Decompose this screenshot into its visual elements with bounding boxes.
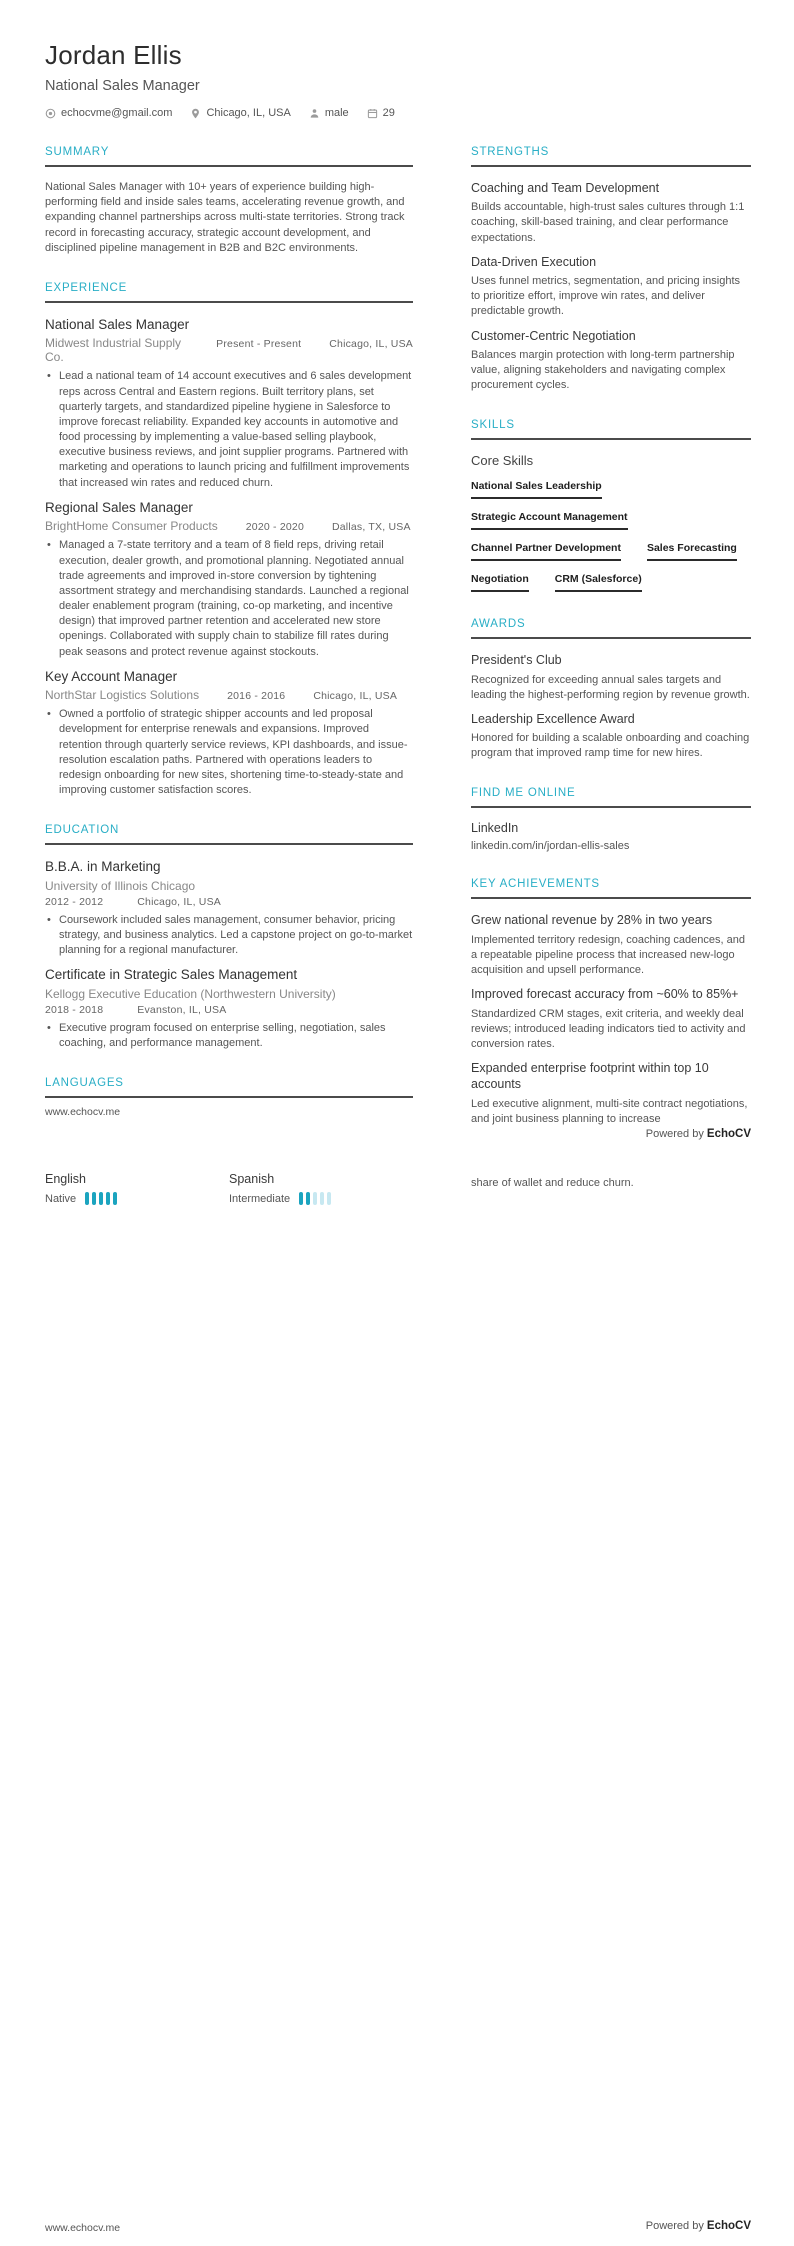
section-heading	[45, 824, 413, 845]
calendar-icon	[367, 108, 378, 119]
achievement-text: Led executive alignment, multi-site contract negotiations, and joint business planning to increase	[471, 1097, 748, 1125]
left-column	[45, 146, 413, 1124]
award-item	[471, 652, 751, 703]
education-entry	[45, 858, 413, 958]
experience-heading: EXPERIENCE	[45, 281, 128, 294]
powered-by-prefix: Powered by	[645, 1128, 707, 1140]
gender-text: male	[324, 107, 349, 119]
section-heading	[45, 1077, 413, 1098]
job-meta	[45, 519, 413, 533]
job-bullets	[45, 369, 413, 490]
email-icon	[45, 108, 56, 119]
language-proficiency-bars	[85, 1192, 117, 1205]
degree-title: B.B.A. in Marketing	[45, 859, 161, 875]
job-title: Key Account Manager	[45, 668, 178, 684]
experience-entry	[45, 316, 413, 491]
achievement-item	[471, 1060, 751, 1127]
job-company: NorthStar Logistics Solutions	[45, 688, 200, 703]
job-bullets	[45, 538, 413, 659]
degree-title: Certificate in Strategic Sales Management	[45, 967, 298, 983]
job-bullet: • Owned a portfolio of strategic shipper accounts and led proposal development for enterprise renewals and expansions. Improved retention through quarterly service reviews, KPI dashboards, and issue-resolution escalation paths. Partnered with operations leaders to redesign onboarding for new sites, shortening time-to-steady-state and improving customer satisfaction scores.	[45, 707, 413, 798]
contact-gender	[309, 107, 349, 119]
age-text: 29	[382, 107, 395, 119]
section-experience	[45, 282, 413, 798]
section-heading	[471, 787, 751, 808]
job-location: Chicago, IL, USA	[329, 338, 413, 351]
profile-label: LinkedIn	[471, 821, 519, 836]
powered-by-brand: EchoCV	[706, 2220, 751, 2232]
languages-heading: LANGUAGES	[45, 1077, 124, 1090]
location-text: Chicago, IL, USA	[206, 107, 291, 119]
language-level: Intermediate	[229, 1192, 291, 1205]
contact-location	[190, 107, 290, 119]
skill-tags	[471, 480, 751, 592]
school-name: University of Illinois Chicago	[45, 878, 196, 893]
key-achievements-heading: KEY ACHIEVEMENTS	[471, 878, 600, 891]
job-dates: 2020 - 2020	[245, 521, 304, 534]
education-entry	[45, 966, 413, 1051]
contact-row	[45, 107, 751, 119]
skill-tag: National Sales Leadership	[471, 480, 602, 499]
section-awards	[471, 618, 751, 761]
site-link[interactable]: www.echocv.me	[45, 2222, 121, 2234]
job-meta	[45, 336, 413, 364]
education-dates: 2018 - 2018	[45, 1003, 104, 1016]
contact-email	[45, 107, 172, 119]
email-text[interactable]: echocvme@gmail.com	[61, 107, 173, 119]
skill-tag: Strategic Account Management	[471, 511, 628, 530]
section-heading	[471, 146, 751, 167]
job-bullet: • Managed a 7-state territory and a team of 8 field reps, driving retail execution, dealer growth, and promotional planning. Negotiated annual trade agreements and improved in-store conversion by tightening assortment strategy and merchandising standards. Launched a regional dealer enablement program (training, co-op marketing, and incentive design) that improved partner retention and accelerated new store openings. Collaborated with supply chain to stabilize fill rates during peak seasons and protect revenue against stockouts.	[45, 538, 413, 659]
section-heading	[471, 618, 751, 639]
job-dates: 2016 - 2016	[227, 690, 286, 703]
contact-age	[367, 107, 395, 119]
achievement-item	[471, 986, 751, 1052]
section-heading	[471, 419, 751, 440]
language-level: Native	[45, 1192, 77, 1205]
job-bullets	[45, 707, 413, 798]
location-pin-icon	[190, 108, 201, 119]
section-heading	[471, 878, 751, 899]
education-dates: 2012 - 2012	[45, 895, 104, 908]
achievement-title: Expanded enterprise footprint within top 10 accounts	[471, 1061, 709, 1092]
skills-group-title: Core Skills	[471, 453, 534, 469]
achievement-title: Improved forecast accuracy from ~60% to 85%+	[471, 987, 739, 1002]
award-item	[471, 711, 751, 762]
section-heading	[45, 282, 413, 303]
education-meta	[45, 896, 413, 908]
experience-entry	[45, 668, 413, 799]
resume-header	[45, 40, 751, 119]
strength-title: Customer-Centric Negotiation	[471, 328, 636, 343]
school-name: Kellogg Executive Education (Northwestern University)	[45, 986, 336, 1001]
right-column	[471, 146, 751, 1153]
strength-item	[471, 180, 751, 246]
powered-by[interactable]	[646, 1128, 751, 1140]
job-bullet: • Lead a national team of 14 account executives and 6 sales development reps across Central and Eastern regions. Built territory plans, set quarterly targets, and standardized pipeline hygiene in Salesforce to improve forecast reliability. Expanded key accounts in automotive and food processing by implementing a value-based selling playbook, executive business reviews, and joint supplier programs. Partnered with marketing and operations to launch pricing and fulfillment improvements that increased win rates and reduced churn.	[45, 369, 413, 490]
experience-entry	[45, 499, 413, 660]
education-meta	[45, 1004, 413, 1016]
online-profile	[471, 821, 751, 852]
candidate-job-title: National Sales Manager	[45, 78, 200, 94]
skill-tag: Negotiation	[471, 573, 529, 592]
job-title: National Sales Manager	[45, 316, 190, 332]
skill-tag: CRM (Salesforce)	[555, 573, 642, 592]
award-title: President's Club	[471, 653, 562, 668]
section-key-achievements	[471, 878, 751, 1126]
job-title: Regional Sales Manager	[45, 499, 193, 515]
award-title: Leadership Excellence Award	[471, 711, 635, 726]
job-dates: Present - Present	[216, 338, 302, 351]
achievement-overflow-text: share of wallet and reduce churn.	[471, 1177, 634, 1189]
job-location: Chicago, IL, USA	[313, 690, 398, 703]
education-bullets	[45, 913, 413, 959]
award-text: Recognized for exceeding annual sales targets and leading the highest-performing region by revenue growth.	[471, 673, 750, 701]
achievement-text: Implemented territory redesign, coaching cadences, and a repeatable pipeline process that increased new-logo acquisition and upsell performance.	[471, 933, 745, 977]
candidate-name: Jordan Ellis	[45, 40, 182, 70]
language-proficiency-bars	[299, 1192, 331, 1205]
language-item	[45, 1172, 229, 1205]
education-location: Chicago, IL, USA	[137, 895, 221, 908]
strength-title: Data-Driven Execution	[471, 254, 597, 269]
education-location: Evanston, IL, USA	[137, 1003, 227, 1016]
strength-item	[471, 328, 751, 394]
education-bullets	[45, 1021, 413, 1051]
strength-item	[471, 254, 751, 320]
achievement-title: Grew national revenue by 28% in two years	[471, 913, 713, 928]
job-location: Dallas, TX, USA	[331, 521, 411, 534]
awards-heading: AWARDS	[471, 618, 526, 631]
language-name: English	[45, 1172, 86, 1186]
summary-text: National Sales Manager with 10+ years of experience building high-performing field and inside sales teams, accelerating revenue growth, and expanding channel partnerships across multi-state territories. Strong track record in forecasting accuracy, strategic account development, and disciplined pipeline management in B2B and B2C environments.	[45, 181, 405, 254]
section-heading	[45, 146, 413, 167]
section-education	[45, 824, 413, 1051]
section-skills	[471, 419, 751, 592]
strength-title: Coaching and Team Development	[471, 181, 660, 195]
section-languages	[45, 1077, 413, 1098]
language-name: Spanish	[229, 1172, 275, 1186]
languages-list	[45, 1172, 413, 1205]
section-strengths	[471, 146, 751, 393]
powered-by-brand: EchoCV	[706, 1128, 751, 1140]
powered-by-prefix: Powered by	[645, 2220, 707, 2232]
summary-heading: SUMMARY	[45, 146, 110, 158]
skill-tag: Channel Partner Development	[471, 542, 621, 561]
job-company: Midwest Industrial Supply Co.	[45, 336, 182, 365]
powered-by[interactable]	[646, 2220, 751, 2232]
strength-text: Builds accountable, high-trust sales cultures through 1:1 coaching, skill-based training, and clear performance expectations.	[471, 201, 745, 244]
profile-url[interactable]: linkedin.com/in/jordan-ellis-sales	[471, 840, 630, 853]
person-icon	[309, 108, 320, 119]
section-find-me-online	[471, 787, 751, 852]
find-me-online-heading: FIND ME ONLINE	[471, 787, 576, 800]
skill-tag: Sales Forecasting	[647, 542, 737, 561]
education-heading: EDUCATION	[45, 824, 120, 837]
section-summary	[45, 146, 413, 256]
achievement-text: Standardized CRM stages, exit criteria, and weekly deal reviews; introduced leading indicators tied to activity and conversion rates.	[471, 1007, 746, 1050]
award-text: Honored for building a scalable onboarding and coaching program that improved ramp time for new hires.	[471, 732, 750, 760]
site-link[interactable]: www.echocv.me	[45, 1106, 121, 1118]
skills-heading: SKILLS	[471, 419, 515, 432]
strength-text: Uses funnel metrics, segmentation, and pricing insights to prioritize effort, improve win rates, and deliver predictable growth.	[471, 275, 741, 318]
education-bullet: • Executive program focused on enterprise selling, negotiation, sales coaching, and performance management.	[45, 1021, 413, 1051]
job-company: BrightHome Consumer Products	[45, 519, 218, 534]
achievement-item	[471, 912, 751, 978]
strengths-heading: STRENGTHS	[471, 146, 550, 158]
education-bullet: • Coursework included sales management, consumer behavior, pricing strategy, and business analytics. Led a capstone project on go-to-market planning for a regional manufacturer.	[45, 913, 413, 959]
language-item	[229, 1172, 413, 1205]
job-meta	[45, 688, 413, 702]
strength-text: Balances margin protection with long-term partnership value, aligning stakeholders and navigating complex procurement cycles.	[471, 348, 735, 392]
